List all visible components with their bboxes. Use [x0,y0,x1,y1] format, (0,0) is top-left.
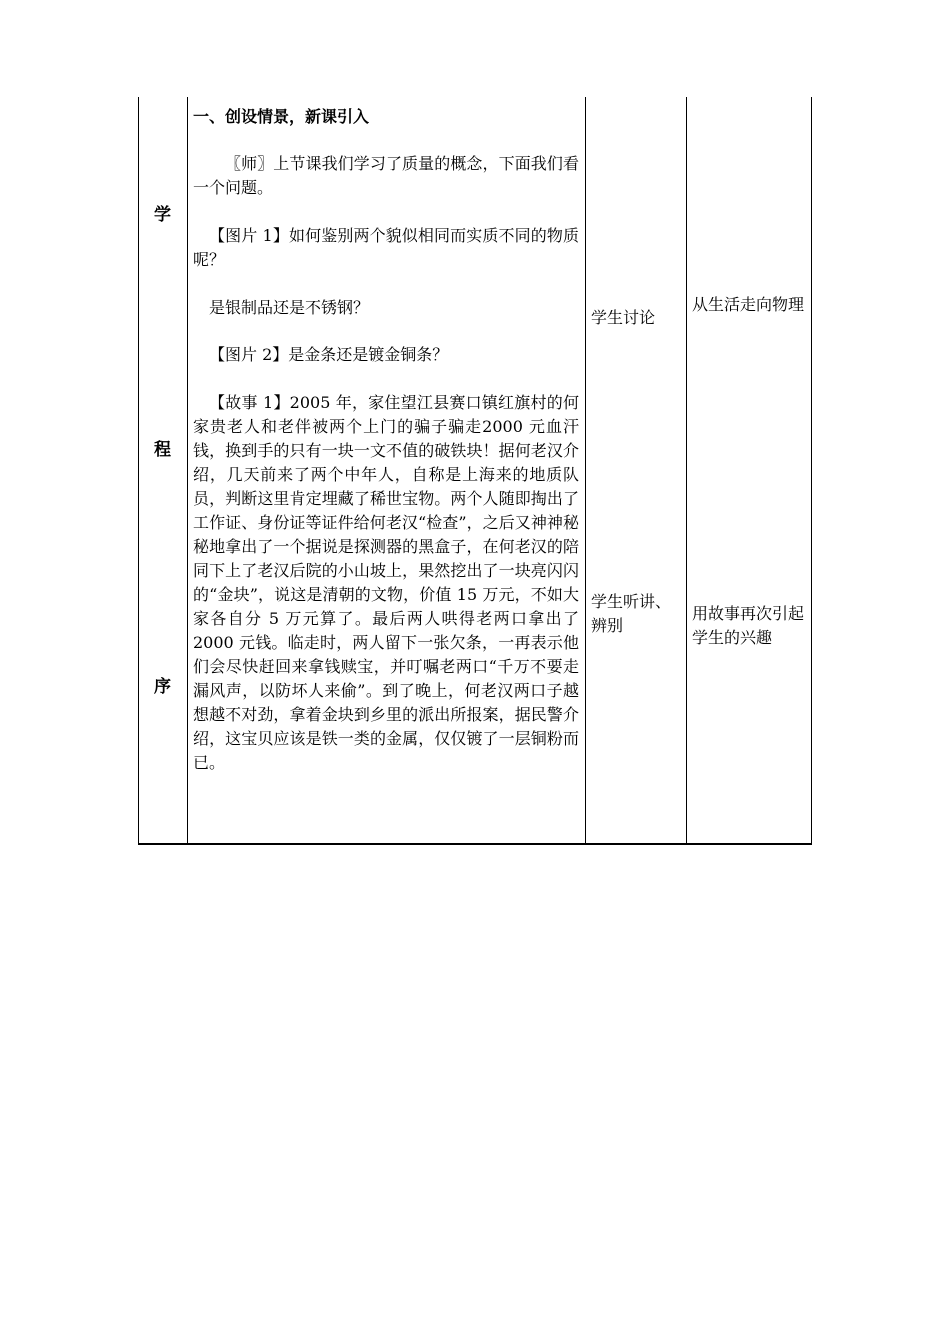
silver-question-paragraph: 是银制品还是不锈钢？ [209,298,370,317]
picture-2-paragraph: 【图片 2】是金条还是镀金铜条？ [209,345,449,364]
activity-listen: 学生听讲、辨别 [591,592,672,635]
label-char: 学 [154,205,171,225]
process-label-column [138,97,187,843]
student-activity-column [585,97,686,843]
intent-story-interest: 用故事再次引起学生的兴趣 [692,604,805,647]
picture-1-paragraph: 【图片 1】如何鉴别两个貌似相同而实质不同的物质呢？ [193,226,579,269]
label-char: 序 [154,677,171,697]
teaching-content-column [187,97,585,843]
teacher-intro-paragraph: 〖师〗上节课我们学习了质量的概念，下面我们看一个问题。 [193,154,579,197]
section-heading: 一、创设情景，新课引入 [193,107,370,126]
label-char: 程 [154,440,171,460]
intent-life-to-physics: 从生活走向物理 [692,295,805,314]
activity-discussion: 学生讨论 [591,308,656,327]
lesson-table [138,97,812,845]
story-1-paragraph: 【故事 1】2005 年，家住望江县赛口镇红旗村的何家贵老人和老伴被两个上门的骗子骗走2000 元血汗钱，换到手的只有一块一文不值的破铁块！据何老汉介绍，几天前来了两个中年人，自称是上海来的地质队员，判断这里肯定埋藏了稀世宝物。两个人随即掏出了工作证、身份证等证件给何老汉“检查”，之后又神神秘秘地拿出了一个据说是探测器的黑盒子，在何老汉的陪同下上了老汉后院的小山坡上，果然挖出了一块亮闪闪的“金块”，说这是清朝的文物，价值 15 万元，不如大家各自分 5 万元算了。最后两人哄得老两口拿出了 2000 元钱。临走时，两人留下一张欠条，一再表示他们会尽快赶回来拿钱赎宝，并叮嘱老两口“千万不要走漏风声，以防坏人来偷”。到了晚上，何老汉两口子越想越不对劲，拿着金块到乡里的派出所报案，据民警介绍，这宝贝应该是铁一类的金属，仅仅镀了一层铜粉而已。 [193,393,579,772]
design-intent-column [686,97,812,843]
